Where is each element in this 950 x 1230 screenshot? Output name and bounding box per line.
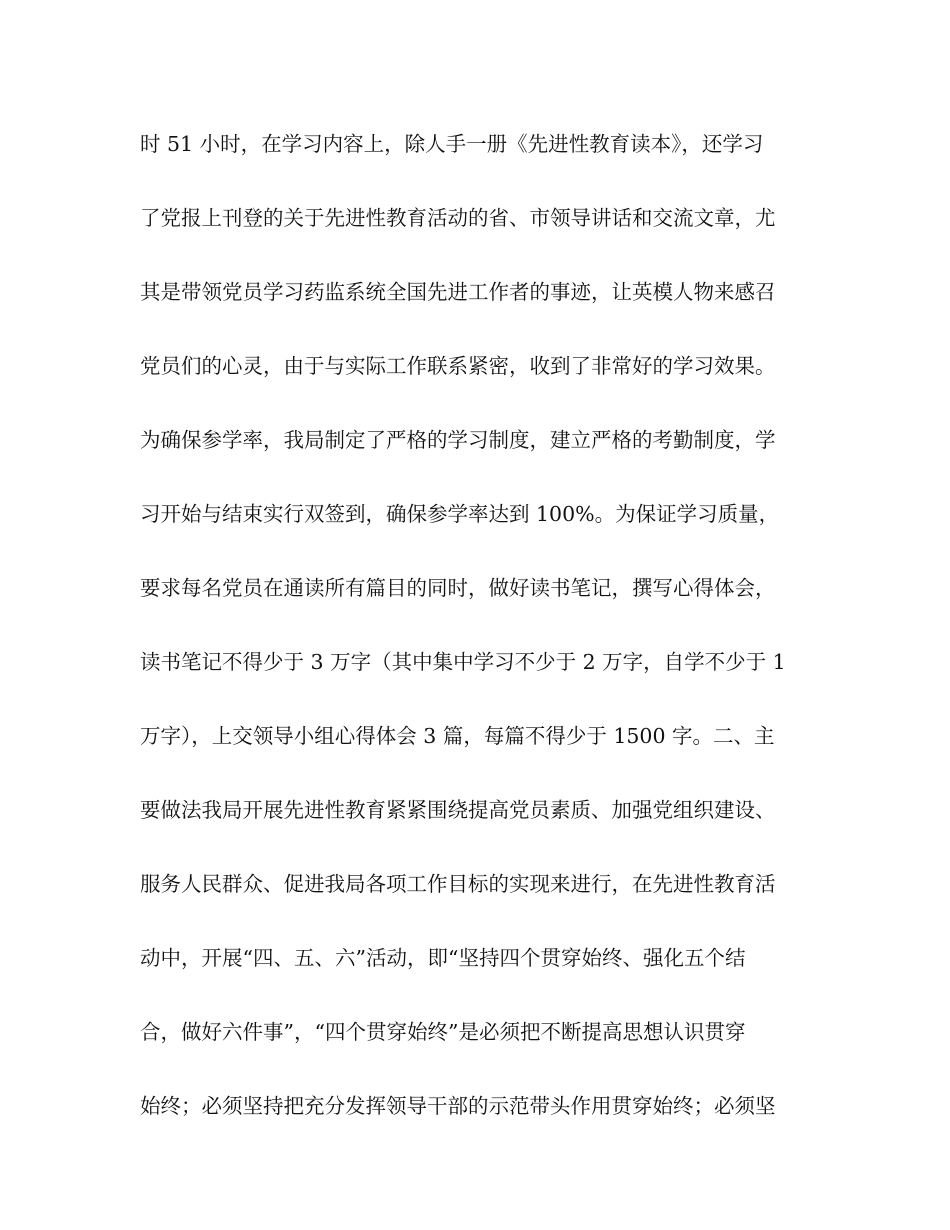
body-text-line: 党员们的心灵，由于与实际工作联系紧密，收到了非常好的学习效果。 xyxy=(140,354,776,378)
body-text-line: 动中，开展“四、五、六”活动，即“坚持四个贯穿始终、强化五个结 xyxy=(140,946,746,970)
body-text-line: 时 51 小时，在学习内容上，除人手一册《先进性教育读本》，还学习 xyxy=(140,132,764,156)
body-text-line: 要做法我局开展先进性教育紧紧围绕提高党员素质、加强党组织建设、 xyxy=(140,798,776,822)
body-text-line: 为确保参学率，我局制定了严格的学习制度，建立严格的考勤制度，学 xyxy=(140,428,776,452)
body-text-line: 服务人民群众、促进我局各项工作目标的实现来进行，在先进性教育活 xyxy=(140,872,776,896)
body-text-line: 万字），上交领导小组心得体会 3 篇，每篇不得少于 1500 字。二、主 xyxy=(140,724,775,748)
body-text-line: 了党报上刊登的关于先进性教育活动的省、市领导讲话和交流文章，尤 xyxy=(140,206,776,230)
body-text-line: 合，做好六件事”，“四个贯穿始终”是必须把不断提高思想认识贯穿 xyxy=(140,1020,746,1044)
body-text-line: 读书笔记不得少于 3 万字（其中集中学习不少于 2 万字，自学不少于 1 xyxy=(140,650,786,674)
body-text-line: 习开始与结束实行双签到，确保参学率达到 100%。为保证学习质量， xyxy=(140,502,780,526)
body-text-line: 要求每名党员在通读所有篇目的同时，做好读书笔记，撰写心得体会， xyxy=(140,576,776,600)
body-text-line: 始终；必须坚持把充分发挥领导干部的示范带头作用贯穿始终；必须坚 xyxy=(140,1094,776,1118)
body-text-line: 其是带领党员学习药监系统全国先进工作者的事迹，让英模人物来感召 xyxy=(140,280,776,304)
